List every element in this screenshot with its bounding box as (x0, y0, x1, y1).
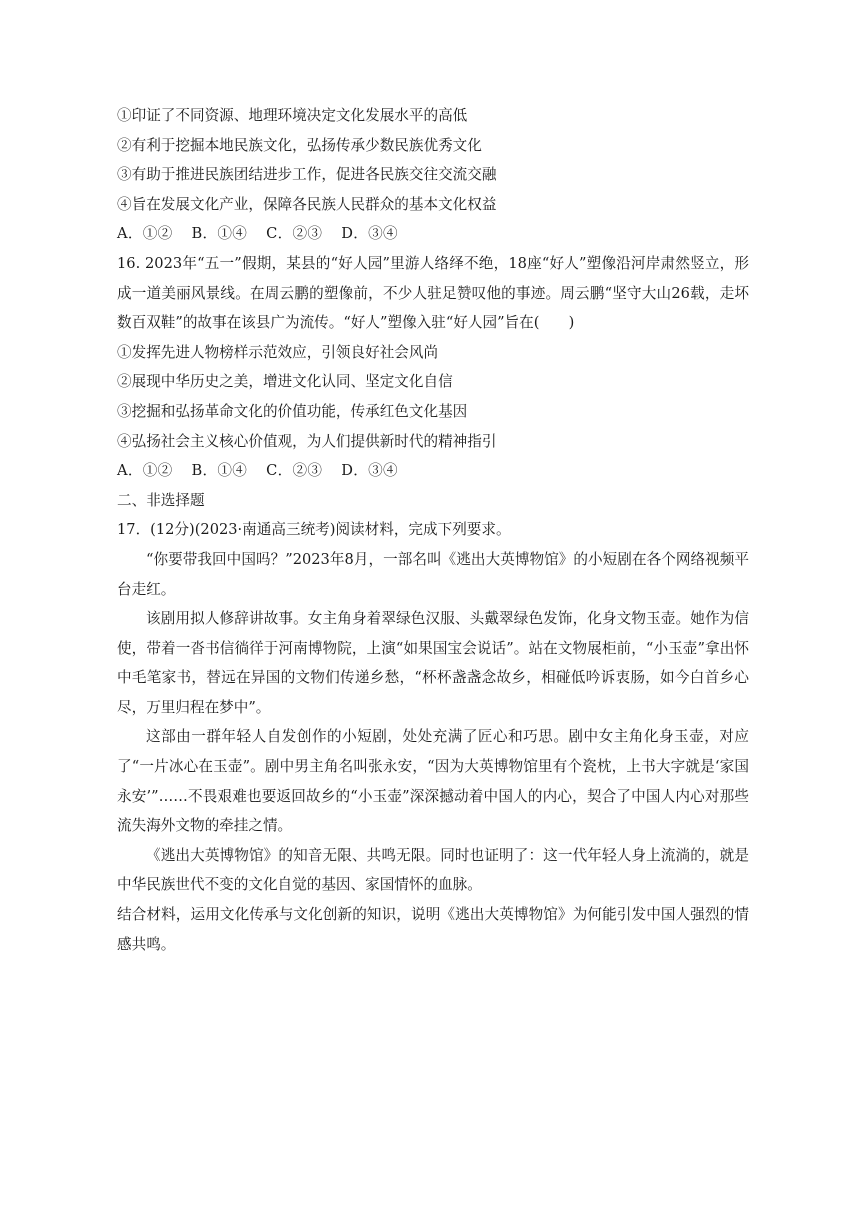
q15-answer-choices (117, 219, 749, 249)
q15-option-2: ②有利于挖掘本地民族文化，弘扬传承少数民族优秀文化 (117, 136, 482, 154)
q15-choice-d: D．③④ (341, 225, 398, 243)
q16-choice-b: B．①④ (191, 462, 248, 480)
q16-option-3: ③挖掘和弘扬革命文化的价值功能，传承红色文化基因 (117, 402, 468, 420)
q17-header: 17．(12分)(2023·南通高三统考)阅读材料，完成下列要求。 (117, 521, 511, 539)
q17-material-paragraph-4: 《逃出大英博物馆》的知音无限、共鸣无限。同时也证明了：这一代年轻人身上流淌的，就是中华民族世代不变的文化自觉的基因、家国情怀的血脉。 (117, 846, 749, 894)
section-title: 二、非选择题 (117, 491, 205, 509)
q15-choice-b: B．①④ (191, 225, 248, 243)
q16-answer-choices (117, 456, 749, 486)
q15-option-1: ①印证了不同资源、地理环境决定文化发展水平的高低 (117, 107, 468, 124)
q16-choice-d: D．③④ (341, 462, 398, 480)
q17-material-paragraph-1: “你要带我回中国吗？”2023年8月，一部名叫《逃出大英博物馆》的小短剧在各个网络视频平台走红。 (117, 550, 749, 598)
q15-choice-c: C．②③ (266, 225, 323, 243)
q16-choice-a: A．①② (117, 462, 173, 480)
q16-choice-c: C．②③ (266, 462, 323, 480)
q15-option-3: ③有助于推进民族团结进步工作，促进各民族交往交流交融 (117, 166, 497, 184)
q17-material-paragraph-3: 这部由一群年轻人自发创作的小短剧，处处充满了匠心和巧思。剧中女主角化身玉壶，对应了“一片冰心在玉壶”。剧中男主角名叫张永安，“因为大英博物馆里有个瓷枕，上书大字就是‘家国永安’”……不畏艰难也要返回故乡的“小玉壶”深深撼动着中国人的内心，契合了中国人内心对那些流失海外文物的牵挂之情。 (117, 728, 749, 835)
q16-stem: 16. 2023年“五一”假期，某县的“好人园”里游人络绎不绝，18座“好人”塑像沿河岸肃然竖立，形成一道美丽风景线。在周云鹏的塑像前，不少人驻足赞叹他的事迹。周云鹏“坚守大山26载，走坏数百双鞋”的故事在该县广为流传。“好人”塑像入驻“好人园”旨在( ) (117, 254, 749, 332)
q16-option-4: ④弘扬社会主义核心价值观，为人们提供新时代的精神指引 (117, 432, 497, 450)
q16-option-1: ①发挥先进人物榜样示范效应，引领良好社会风尚 (117, 343, 439, 361)
document-page (117, 101, 749, 959)
q17-material-paragraph-2: 该剧用拟人修辞讲故事。女主角身着翠绿色汉服、头戴翠绿色发饰，化身文物玉壶。她作为信使，带着一沓书信徜徉于河南博物院，上演“如果国宝会说话”。站在文物展柜前，“小玉壶”拿出怀中毛笔家书，替远在异国的文物们传递乡愁，“杯杯盏盏念故乡，相碰低吟诉衷肠，如今白首乡心尽，万里归程在梦中”。 (117, 610, 749, 716)
q16-option-2: ②展现中华历史之美，增进文化认同、坚定文化自信 (117, 373, 453, 391)
q15-option-4: ④旨在发展文化产业，保障各民族人民群众的基本文化权益 (117, 195, 497, 213)
q15-choice-a: A．①② (117, 225, 173, 243)
q17-task: 结合材料，运用文化传承与文化创新的知识，说明《逃出大英博物馆》为何能引发中国人强烈的情感共鸣。 (117, 906, 749, 953)
